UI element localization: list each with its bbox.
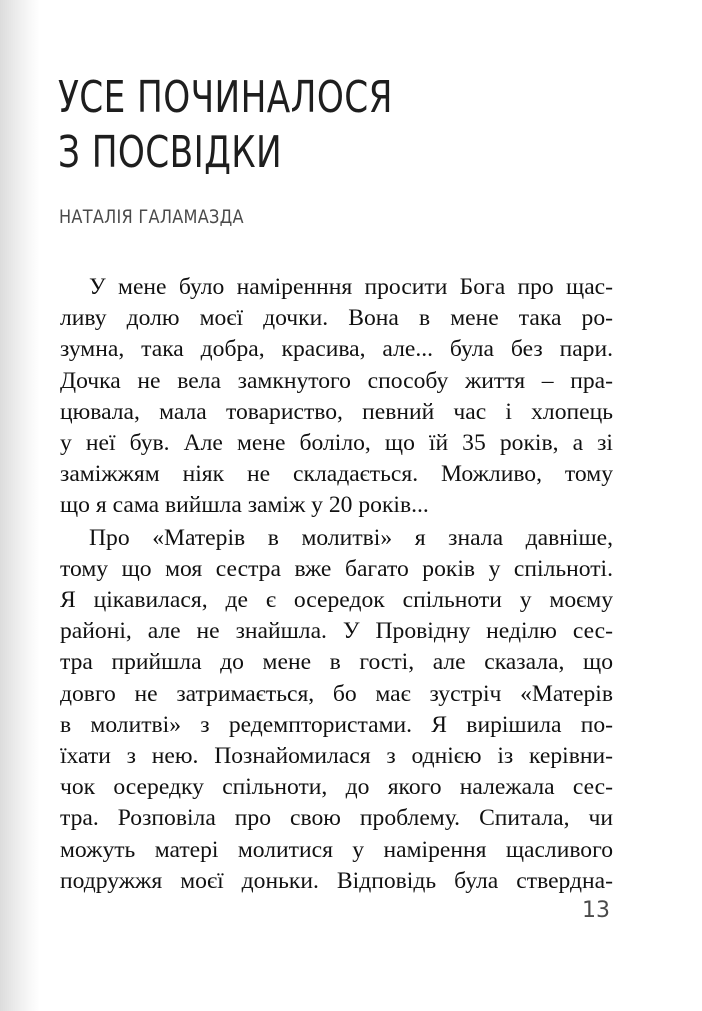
- text-line: ливу долю моєї дочки. Вона в мене така ро-: [60, 305, 613, 332]
- text-line: Я цікавилася, де є осередок спільноти у моєму: [60, 587, 613, 614]
- text-line: зумна, така добра, красива, але... була без пари.: [60, 336, 613, 363]
- paragraph: [60, 272, 613, 522]
- chapter-title-line-1: УСЕ ПОЧИНАЛОСЯ: [58, 72, 393, 123]
- text-line: у неї був. Але мене боліло, що їй 35 років, а зі: [60, 429, 613, 456]
- text-line: тра прийшла до мене в гості, але сказала, що: [60, 649, 613, 676]
- text-line: цювала, мала товариство, певний час і хлопець: [60, 398, 613, 425]
- chapter-title: [58, 70, 495, 180]
- text-line: подружжя моєї доньки. Відповідь була ствердна-: [60, 867, 613, 894]
- page-number: 13: [582, 898, 610, 923]
- text-line: що я сама вийшла заміж у 20 років...: [60, 492, 429, 519]
- text-line: чок осередку спільноти, до якого належала сес-: [60, 774, 613, 801]
- text-line: тому що моя сестра вже багато років у спільноті.: [60, 555, 613, 582]
- text-line: можуть матері молитися у намірення щасливого: [60, 836, 613, 863]
- text-line: районі, але не знайшла. У Провідну неділю сес-: [60, 618, 613, 645]
- author-name: НАТАЛІЯ ГАЛАМАЗДА: [59, 206, 244, 228]
- text-line: заміжжям ніяк не складається. Можливо, тому: [60, 461, 613, 488]
- text-line: в молитві» з редемптористами. Я вирішила по-: [60, 711, 613, 738]
- text-line: їхати з нею. Познайомилася з однією із керівни-: [60, 743, 613, 769]
- text-line: Про «Матерів в молитві» я знала давніше,: [89, 524, 613, 551]
- text-line: тра. Розповіла про свою проблему. Спитала, чи: [60, 805, 613, 832]
- text-line: У мене було наміренння просити Бога про щас-: [89, 274, 613, 300]
- text-line: довго не затримається, бо має зустріч «Матерів: [60, 680, 613, 707]
- text-line: Дочка не вела замкнутого способу життя – пра-: [60, 367, 613, 394]
- chapter-title-line-2: З ПОСВІДКИ: [58, 127, 283, 178]
- paragraph: [60, 523, 613, 897]
- body-text: [60, 272, 613, 897]
